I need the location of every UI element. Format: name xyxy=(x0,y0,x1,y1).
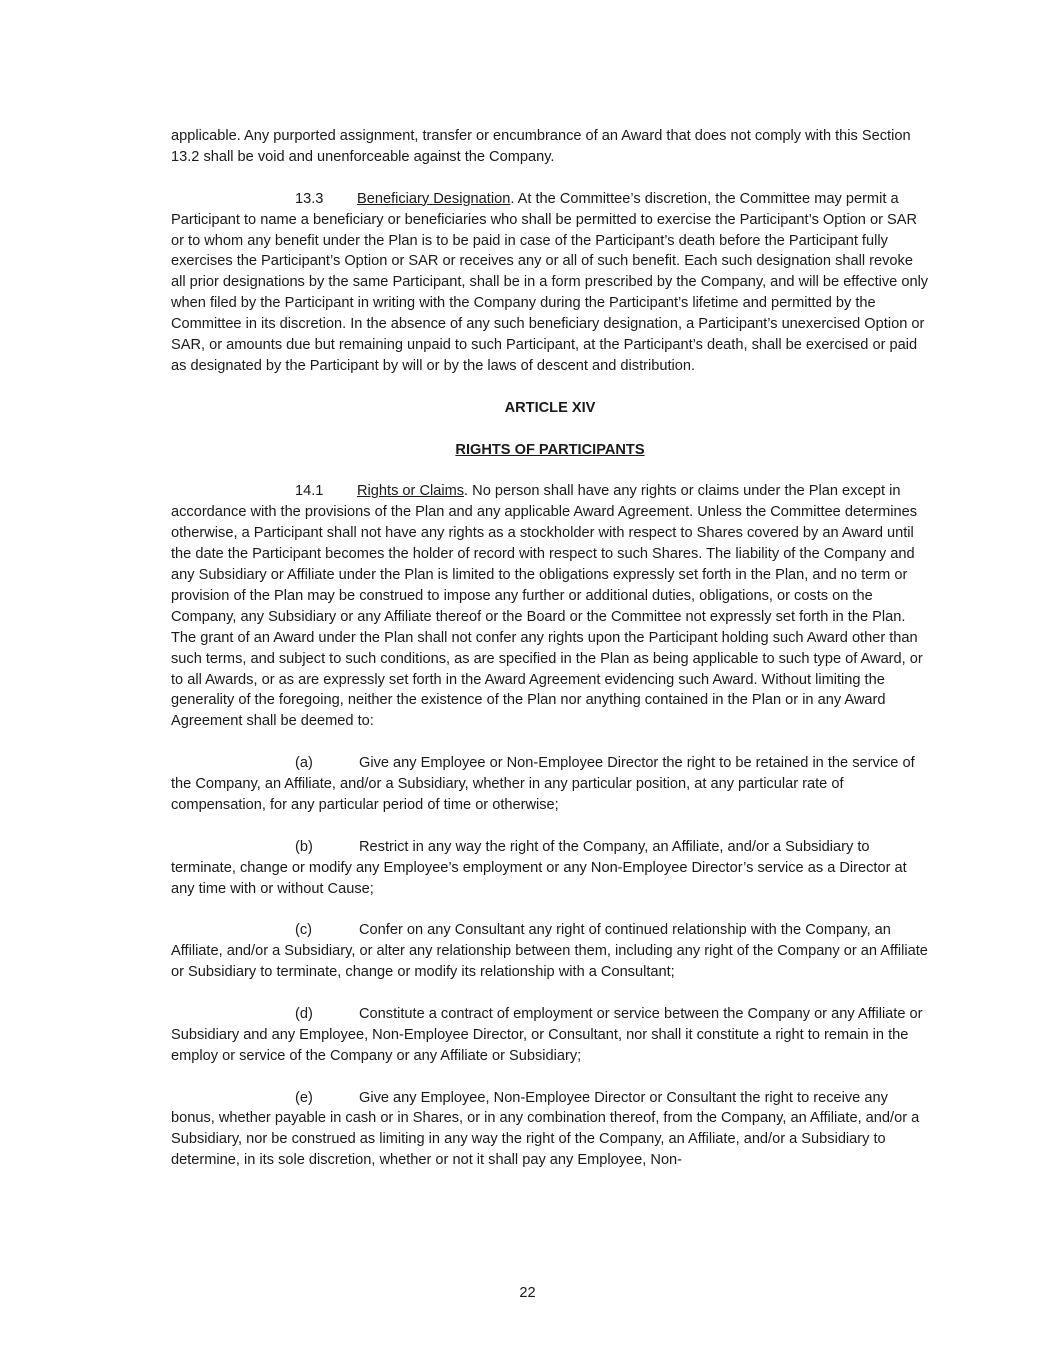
list-item-text: Give any Employee, Non-Employee Director or Consultant the right to receive any bonus, whether payable in cash or in Shares, or in any combination thereof, from the Company, an Affiliate, and/or a Subsidiary, nor be construed as limiting in any way the right of the Company, an Affiliate, and/or a Subsidiary to determine, in its sole discretion, whether or not it shall pay any Employee, Non- xyxy=(171,1089,920,1169)
article-title: ARTICLE XIV xyxy=(504,399,596,416)
list-item xyxy=(171,1088,929,1172)
page-number: 22 xyxy=(519,1285,536,1301)
list-item-label: (b) xyxy=(295,838,313,855)
list-item-label: (d) xyxy=(295,1005,313,1022)
paragraph-intro: applicable. Any purported assignment, transfer or encumbrance of an Award that does not comply with this Section 13.2 shall be void and unenforceable against the Company. xyxy=(171,128,911,165)
section-13-3 xyxy=(171,189,929,377)
list-item xyxy=(171,837,929,900)
document-page xyxy=(171,126,929,1171)
list-item-text: Confer on any Consultant any right of continued relationship with the Company, an Affiliate, and/or a Subsidiary, or alter any relationship between them, including any right of the Company or an Affiliate or Subsidiary to terminate, change or modify its relationship with a Consultant; xyxy=(171,922,928,981)
list-item-label: (c) xyxy=(295,922,313,939)
section-text: . At the Committee’s discretion, the Committee may permit a Participant to name a beneficiary or beneficiaries who shall be permitted to exercise the Participant’s Option or SAR or to whom any benefit under the Plan is to be paid in case of the Participant’s death before the Participant fully exercises the Participant’s Option or SAR or receives any or all of such benefit. Each such designation shall revoke all prior designations by the same Participant, shall be in a form prescribed by the Company, and will be effective only when filed by the Participant in writing with the Company during the Participant’s lifetime and permitted by the Committee in its discretion. In the absence of any such beneficiary designation, a Participant’s unexercised Option or SAR, or amounts due but remaining unpaid to such Participant, at the Participant’s death, shall be exercised or paid as designated by the Participant by will or by the laws of descent and distribution. xyxy=(171,190,929,374)
section-heading: Beneficiary Designation xyxy=(357,190,511,207)
list-item-text: Constitute a contract of employment or service between the Company or any Affiliate or Subsidiary and any Employee, Non-Employee Director, or Consultant, nor shall it constitute a right to remain in the employ or service of the Company or any Affiliate or Subsidiary; xyxy=(171,1005,923,1064)
article-subtitle-text: RIGHTS OF PARTICIPANTS xyxy=(455,441,645,458)
list-item xyxy=(171,1004,929,1067)
list-item-label: (a) xyxy=(295,755,313,772)
list-item xyxy=(171,753,929,816)
section-number: 14.1 xyxy=(295,483,324,500)
section-text: . No person shall have any rights or claims under the Plan except in accordance with the provisions of the Plan and any applicable Award Agreement. Unless the Committee determines otherwise, a Participant shall not have any rights as a stockholder with respect to Shares covered by an Award until the date the Participant becomes the holder of record with respect to such Shares. The liability of the Company and any Subsidiary or Affiliate under the Plan is limited to the obligations expressly set forth in the Plan, and no term or provision of the Plan may be construed to impose any further or additional duties, obligations, or costs on the Company, any Subsidiary or any Affiliate thereof or the Board or the Committee not expressly set forth in the Plan. The grant of an Award under the Plan shall not confer any rights upon the Participant holding such Award other than such terms, and subject to such conditions, as are specified in the Plan as being applicable to such type of Award, or to all Awards, or as are expressly set forth in the Award Agreement evidencing such Award. Without limiting the generality of the foregoing, neither the existence of the Plan nor anything contained in the Plan or in any Award Agreement shall be deemed to: xyxy=(171,483,923,730)
section-14-1 xyxy=(171,481,929,732)
section-number: 13.3 xyxy=(295,190,324,207)
list-item-text: Give any Employee or Non-Employee Director the right to be retained in the service of the Company, an Affiliate, and/or a Subsidiary, whether in any particular position, at any particular rate of compensation, for any particular period of time or otherwise; xyxy=(171,755,915,813)
section-heading: Rights or Claims xyxy=(357,483,465,500)
list-item-label: (e) xyxy=(295,1089,313,1106)
list-item-text: Restrict in any way the right of the Company, an Affiliate, and/or a Subsidiary to terminate, change or modify any Employee’s employment or any Non-Employee Director’s service as a Director at any time with or without Cause; xyxy=(171,838,907,897)
article-subtitle xyxy=(171,440,929,461)
list-item xyxy=(171,920,929,983)
